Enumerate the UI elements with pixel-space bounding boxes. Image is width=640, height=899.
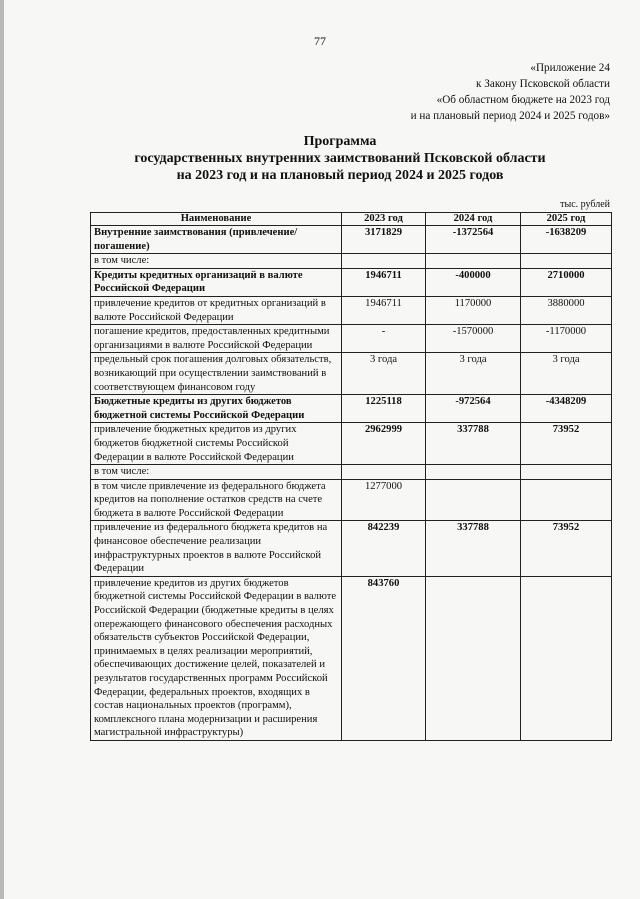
table-row (91, 576, 612, 740)
value-2025: -1638209 (521, 226, 612, 254)
value-2023: - (342, 325, 426, 353)
value-2025: -1170000 (521, 325, 612, 353)
row-name: привлечение из федерального бюджета кредитов на финансовое обеспечение реализации инфраструктурных проектов в валюте Российской Федерации (91, 521, 342, 576)
appendix-line: «Приложение 24 (530, 62, 610, 74)
header-2023: 2023 год (342, 213, 426, 226)
value-2024: -1570000 (426, 325, 521, 353)
value-2023: 1946711 (342, 268, 426, 296)
document-title (40, 133, 640, 184)
row-name: привлечение кредитов из других бюджетов бюджетной системы Российской Федерации в валюте Российской Федерации (бюджетные кредиты в целях опережающего финансового обеспечения расходных обязательств субъектов Российской Федерации, принимаемых в целях реализации мероприятий, обеспечивающих достижение целей, показателей и результатов государственных программ Российской Федерации, федеральных проектов, входящих в состав национальных проектов (программ), комплексного плана модернизации и расширения магистральной инфраструктуры) (91, 576, 342, 740)
row-name: в том числе привлечение из федерального бюджета кредитов на пополнение остатков средств на счете бюджета в валюте Российской Федерации (91, 479, 342, 521)
appendix-line: к Закону Псковской области (476, 78, 610, 90)
row-name: предельный срок погашения долговых обязательств, возникающий при осуществлении заимствований в соответствующем финансовом году (91, 353, 342, 395)
value-2025 (521, 576, 612, 740)
table-row (91, 325, 612, 353)
value-2025 (521, 254, 612, 269)
value-2025 (521, 479, 612, 521)
row-name: в том числе: (91, 254, 342, 269)
value-2023: 842239 (342, 521, 426, 576)
value-2025: 73952 (521, 521, 612, 576)
value-2024: -972564 (426, 395, 521, 423)
value-2025 (521, 465, 612, 480)
value-2024 (426, 576, 521, 740)
row-name: погашение кредитов, предоставленных кредитными организациями в валюте Российской Федерации (91, 325, 342, 353)
table-row (91, 521, 612, 576)
value-2025: -4348209 (521, 395, 612, 423)
table-row (91, 423, 612, 465)
title-line: государственных внутренних заимствований Псковской области (134, 151, 546, 166)
header-name: Наименование (91, 213, 342, 226)
value-2023: 3 года (342, 353, 426, 395)
table-row (91, 479, 612, 521)
value-2024: 337788 (426, 423, 521, 465)
table-row (91, 465, 612, 480)
appendix-line: «Об областном бюджете на 2023 год (436, 94, 610, 106)
value-2023 (342, 254, 426, 269)
value-2024: 1170000 (426, 296, 521, 324)
value-2024 (426, 465, 521, 480)
row-name: привлечение бюджетных кредитов из других бюджетов бюджетной системы Российской Федерации в валюте Российской Федерации (91, 423, 342, 465)
borrowing-program-table (90, 212, 612, 741)
table-row (91, 226, 612, 254)
value-2025: 3880000 (521, 296, 612, 324)
value-2024 (426, 254, 521, 269)
value-2023: 1946711 (342, 296, 426, 324)
table-row (91, 254, 612, 269)
value-2025: 2710000 (521, 268, 612, 296)
table-row (91, 353, 612, 395)
table-row (91, 395, 612, 423)
row-name: Кредиты кредитных организаций в валюте Российской Федерации (91, 268, 342, 296)
value-2024: -1372564 (426, 226, 521, 254)
value-2023 (342, 465, 426, 480)
title-line: Программа (303, 134, 377, 149)
title-line: на 2023 год и на плановый период 2024 и 2025 годов (176, 168, 504, 183)
table-header-row (91, 213, 612, 226)
value-2024: 3 года (426, 353, 521, 395)
value-2023: 843760 (342, 576, 426, 740)
value-2023: 2962999 (342, 423, 426, 465)
row-name: Бюджетные кредиты из других бюджетов бюджетной системы Российской Федерации (91, 395, 342, 423)
appendix-note (411, 60, 610, 124)
units-label: тыс. рублей (560, 199, 610, 210)
header-2024: 2024 год (426, 213, 521, 226)
value-2024: 337788 (426, 521, 521, 576)
value-2023: 3171829 (342, 226, 426, 254)
row-name: привлечение кредитов от кредитных организаций в валюте Российской Федерации (91, 296, 342, 324)
header-2025: 2025 год (521, 213, 612, 226)
page-number: 77 (314, 34, 326, 48)
value-2024 (426, 479, 521, 521)
table-row (91, 296, 612, 324)
scan-left-edge (0, 0, 4, 899)
appendix-line: и на плановый период 2024 и 2025 годов» (410, 110, 610, 122)
value-2023: 1225118 (342, 395, 426, 423)
value-2025: 73952 (521, 423, 612, 465)
value-2025: 3 года (521, 353, 612, 395)
row-name: в том числе: (91, 465, 342, 480)
table-row (91, 268, 612, 296)
value-2024: -400000 (426, 268, 521, 296)
row-name: Внутренние заимствования (привлечение/погашение) (91, 226, 342, 254)
value-2023: 1277000 (342, 479, 426, 521)
